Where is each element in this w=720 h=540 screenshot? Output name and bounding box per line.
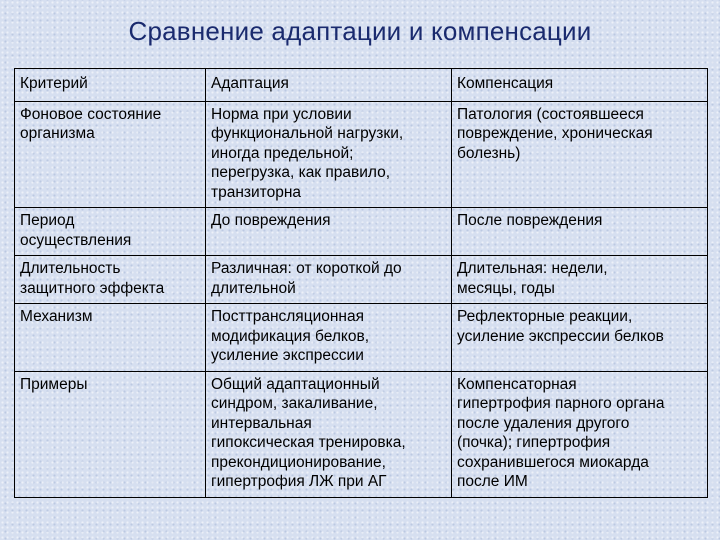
table-row <box>15 208 708 256</box>
row-adaptation: Общий адаптационный синдром, закаливание, интервальная гипоксическая тренировка, прекондиционирование, гипертрофия ЛЖ при АГ <box>206 371 452 497</box>
table-header-row <box>15 69 708 102</box>
row-criterion: Фоновое состояние организма <box>15 101 206 208</box>
row-compensation: Длительная: недели, месяцы, годы <box>452 256 708 304</box>
row-adaptation: Различная: от короткой до длительной <box>206 256 452 304</box>
row-compensation: Рефлекторные реакции, усиление экспрессии белков <box>452 304 708 372</box>
table-row <box>15 304 708 372</box>
row-adaptation: Норма при условии функциональной нагрузки, иногда предельной; перегрузка, как правило, транзиторна <box>206 101 452 208</box>
row-compensation: Патология (состоявшееся повреждение, хроническая болезнь) <box>452 101 708 208</box>
table-row <box>15 101 708 208</box>
row-adaptation: Посттрансляционная модификация белков, усиление экспрессии <box>206 304 452 372</box>
row-criterion: Период осуществления <box>15 208 206 256</box>
header-adaptation: Адаптация <box>206 69 452 102</box>
header-criterion: Критерий <box>15 69 206 102</box>
row-criterion: Длительность защитного эффекта <box>15 256 206 304</box>
row-criterion: Примеры <box>15 371 206 497</box>
row-compensation: После повреждения <box>452 208 708 256</box>
table-row <box>15 371 708 497</box>
comparison-table-container <box>14 68 707 498</box>
table-row <box>15 256 708 304</box>
row-compensation: Компенсаторная гипертрофия парного органа после удаления другого (почка); гипертрофия сохранившегося миокарда после ИМ <box>452 371 708 497</box>
comparison-table <box>14 68 708 498</box>
row-adaptation: До повреждения <box>206 208 452 256</box>
slide-title: Сравнение адаптации и компенсации <box>128 16 592 46</box>
row-criterion: Механизм <box>15 304 206 372</box>
header-compensation: Компенсация <box>452 69 708 102</box>
